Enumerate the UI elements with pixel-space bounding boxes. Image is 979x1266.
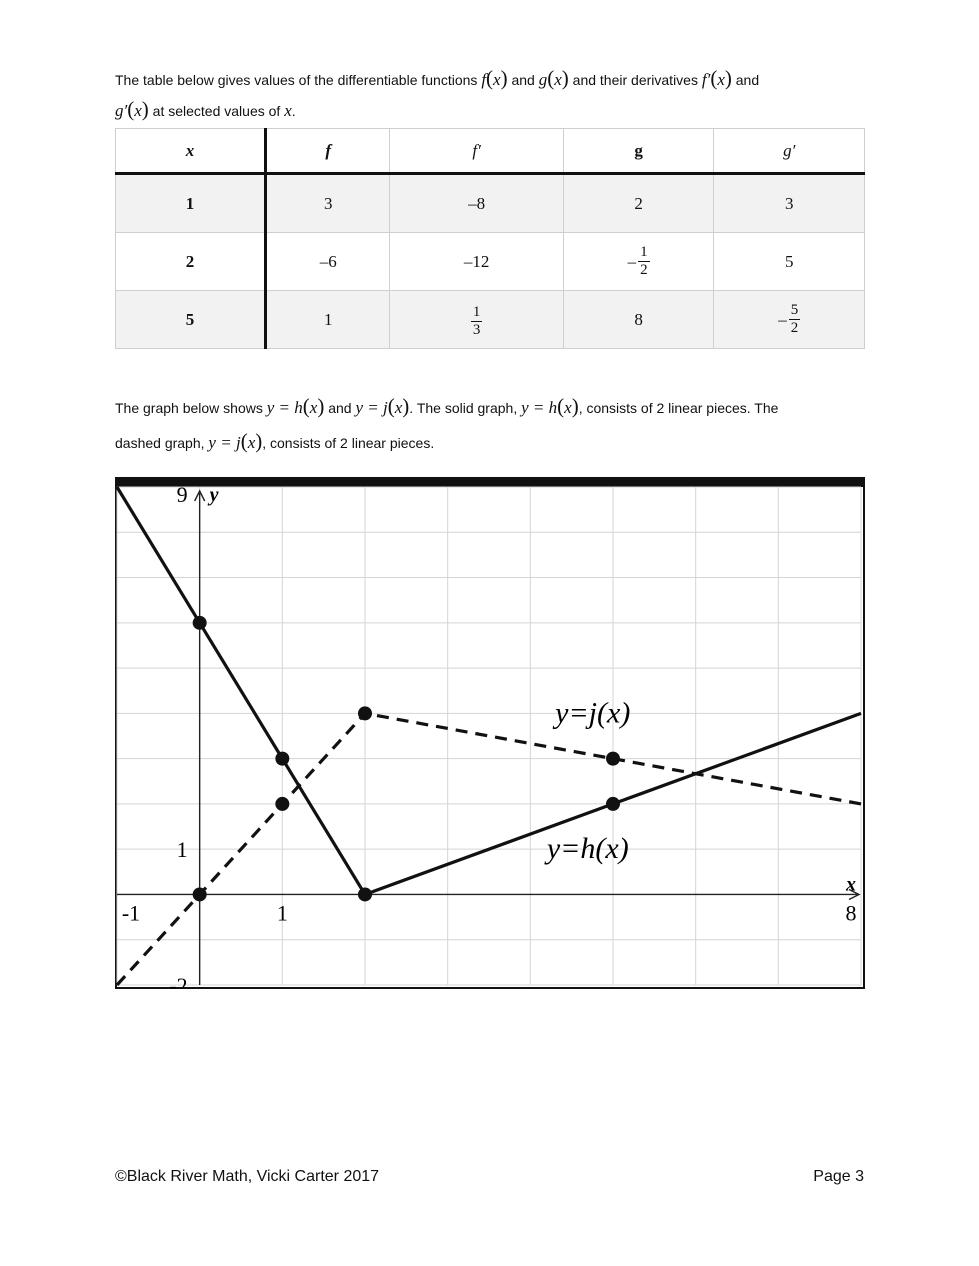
intro-paragraph [115, 66, 865, 126]
cell-fprime: –12 [390, 233, 563, 291]
fraction-numerator: 5 [790, 302, 799, 318]
gprime-of-x: g′(x) [115, 97, 149, 121]
point-j [193, 887, 207, 901]
cell-g: 2 [563, 174, 714, 233]
graph-desc-text-3: . The solid graph, [409, 400, 518, 416]
fraction-sign: – [778, 309, 787, 329]
graph-top-bar [116, 478, 864, 487]
cell-gprime [714, 291, 865, 349]
cell-fprime [390, 291, 563, 349]
fprime-of-x: f′(x) [701, 66, 732, 90]
graph-svg [115, 477, 865, 989]
point-h [275, 752, 289, 766]
cell-f: 3 [266, 174, 390, 233]
intro-text-4: and [735, 72, 760, 88]
point-h [606, 797, 620, 811]
header-x: x [116, 129, 266, 174]
y-tick-label: 1 [176, 837, 188, 863]
x-tick-label: -1 [121, 900, 141, 926]
header-gprime: g′ [714, 129, 865, 174]
fraction-numerator: 1 [640, 244, 648, 260]
intro-text-3: and their derivatives [572, 72, 698, 88]
values-table [115, 128, 865, 349]
intro-text-1: The table below gives values of the differentiable functions [115, 72, 478, 88]
intro-text-2: and [511, 72, 535, 88]
graph-desc-text-2: and [328, 400, 352, 416]
cell-g: 8 [563, 291, 714, 349]
function-graph [115, 477, 865, 989]
x-tick-label: 8 [845, 900, 857, 926]
x-axis-label: x [846, 873, 856, 896]
table-header-row [116, 129, 865, 174]
table-row [116, 233, 865, 291]
fraction-denominator: 2 [640, 262, 648, 278]
period: . [291, 103, 296, 119]
graph-desc-line-2 [115, 429, 434, 454]
graph-desc-line-1 [115, 394, 778, 419]
graph-frame [116, 478, 864, 988]
intro-line-2 [115, 97, 296, 122]
point-j [275, 797, 289, 811]
cell-f: 1 [266, 291, 390, 349]
point-j [358, 706, 372, 720]
x-tick-label: 1 [276, 900, 288, 926]
cell-gprime: 5 [714, 233, 865, 291]
cell-x: 1 [116, 174, 266, 233]
graph-desc-text-1: The graph below shows [115, 400, 263, 416]
point-h [358, 887, 372, 901]
y-equals-j-of-x: y = j(x) [208, 429, 263, 453]
table-row [116, 291, 865, 349]
fraction [471, 304, 483, 339]
fraction-denominator: 3 [472, 321, 481, 338]
header-g: g [563, 129, 714, 174]
copyright: ©Black River Math, Vicki Carter 2017 [115, 1168, 380, 1185]
y-equals-h-of-x: y = h(x) [266, 394, 325, 418]
graph-desc-text-5: dashed graph, [115, 435, 205, 451]
cell-f: –6 [266, 233, 390, 291]
header-fprime: f′ [390, 129, 563, 174]
cell-fprime: –8 [390, 174, 563, 233]
fraction-sign: – [627, 251, 637, 271]
y-equals-h-of-x: y = h(x) [521, 394, 579, 418]
table-row [116, 174, 865, 233]
point-j [606, 752, 620, 766]
fraction-denominator: 2 [790, 320, 799, 336]
graph-desc-text-4: , consists of 2 linear pieces. The [578, 400, 779, 416]
page-number: Page 3 [813, 1168, 864, 1185]
intro-text-5: at selected values of [152, 103, 281, 119]
header-f: f [266, 129, 390, 174]
y-equals-j-of-x: y = j(x) [355, 394, 410, 418]
point-h [193, 616, 207, 630]
fraction [778, 302, 800, 337]
graph-description [115, 394, 865, 456]
cell-x: 2 [116, 233, 266, 291]
y-tick-label: 9 [176, 482, 188, 507]
series-label-h: y=h(x) [546, 832, 629, 866]
y-tick-label: -2 [169, 973, 188, 989]
g-of-x: g(x) [538, 66, 569, 90]
f-of-x: f(x) [481, 66, 508, 90]
cell-g [563, 233, 714, 291]
x-var: x [284, 101, 292, 120]
graph-desc-text-6: , consists of 2 linear pieces. [262, 435, 435, 451]
intro-line-1 [115, 66, 759, 91]
cell-gprime: 3 [714, 174, 865, 233]
cell-x: 5 [116, 291, 266, 349]
fraction [628, 244, 650, 279]
series-label-j: y=j(x) [555, 696, 631, 730]
y-axis-label: y [209, 484, 219, 506]
fraction-numerator: 1 [472, 303, 481, 320]
